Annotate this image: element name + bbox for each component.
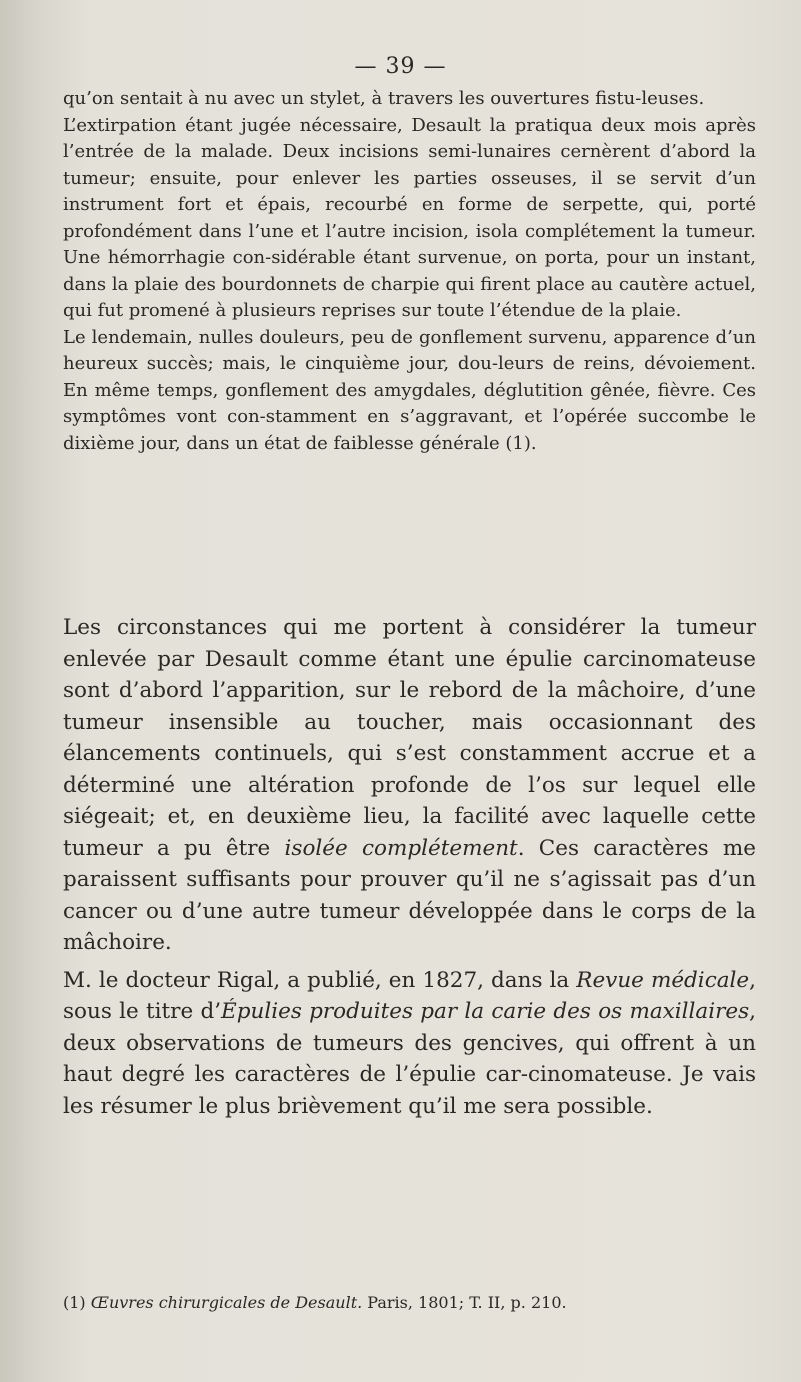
paragraph-5-text-b: , sous le titre d’ xyxy=(63,967,756,1024)
paragraph-4-text-b: . Ces caractères me paraissent suffisants pour prouver qu’il ne s’agissait pas d’un cancer ou d’une autre tumeur développée dans le corps de la mâchoire. xyxy=(63,835,756,955)
large-text-block xyxy=(63,612,756,1122)
footnote xyxy=(63,1292,756,1314)
paragraph-5-text-a: M. le docteur Rigal, a publié, en 1827, dans la xyxy=(63,967,577,993)
paragraph-5-italic-2: Épulies produites par la carie des os maxillaires xyxy=(221,999,750,1024)
paragraph-5 xyxy=(63,965,756,1123)
paragraph-2: L’extirpation étant jugée nécessaire, Desault la pratiqua deux mois après l’entrée de la malade. Deux incisions semi-lunaires cernèrent d’abord la tumeur; ensuite, pour enlever les parties osseuses, il se servit d’un instrument fort et épais, recourbé en forme de serpette, qui, porté profondément dans l’une et l’autre incision, isola complétement la tumeur. Une hémorrhagie con-sidérable étant survenue, on porta, pour un instant, dans la plaie des bourdonnets de charpie qui firent place au cautère actuel, qui fut promené à plusieurs reprises sur toute l’étendue de la plaie. xyxy=(63,114,756,321)
paragraph-1: qu’on sentait à nu avec un stylet, à travers les ouvertures fistu-leuses. xyxy=(63,88,705,109)
footnote-marker: (1) xyxy=(63,1293,91,1312)
paragraph-4-italic: isolée complétement xyxy=(284,835,518,861)
paragraph-3: Le lendemain, nulles douleurs, peu de gonflement survenu, apparence d’un heureux succès; mais, le cinquième jour, dou-leurs de reins, dévoiement. En même temps, gonflement des amygdales, déglutition gênée, fièvre. Ces symptômes vont con-stamment en s’aggravant, et l’opérée succombe le dixième jour, dans un état de faiblesse générale (1). xyxy=(63,326,756,454)
paragraph-5-italic-1: Revue médicale xyxy=(576,967,750,993)
paragraph-4 xyxy=(63,612,756,959)
page-number: — 39 — xyxy=(354,54,447,79)
paragraph-5-text-c: , deux observations de tumeurs des gencives, qui offrent à un haut degré les caractères de l’épulie car-cinomateuse. Je vais les résumer le plus brièvement qu’il me sera possible. xyxy=(63,999,756,1119)
footnote-italic: Œuvres chirurgicales de Desault. xyxy=(90,1293,363,1312)
footnote-rest: Paris, 1801; T. II, p. 210. xyxy=(362,1293,567,1312)
small-text-block xyxy=(63,86,756,457)
paragraph-4-text-a: Les circonstances qui me portent à considérer la tumeur enlevée par Desault comme étant une épulie carcinomateuse sont d’abord l’apparition, sur le rebord de la mâchoire, d’une tumeur insensible au toucher, mais occasionnant des élancements continuels, qui s’est constamment accrue et a déterminé une altération profonde de l’os sur lequel elle siégeait; et, en deuxième lieu, la facilité avec laquelle cette tumeur a pu être xyxy=(63,615,756,861)
